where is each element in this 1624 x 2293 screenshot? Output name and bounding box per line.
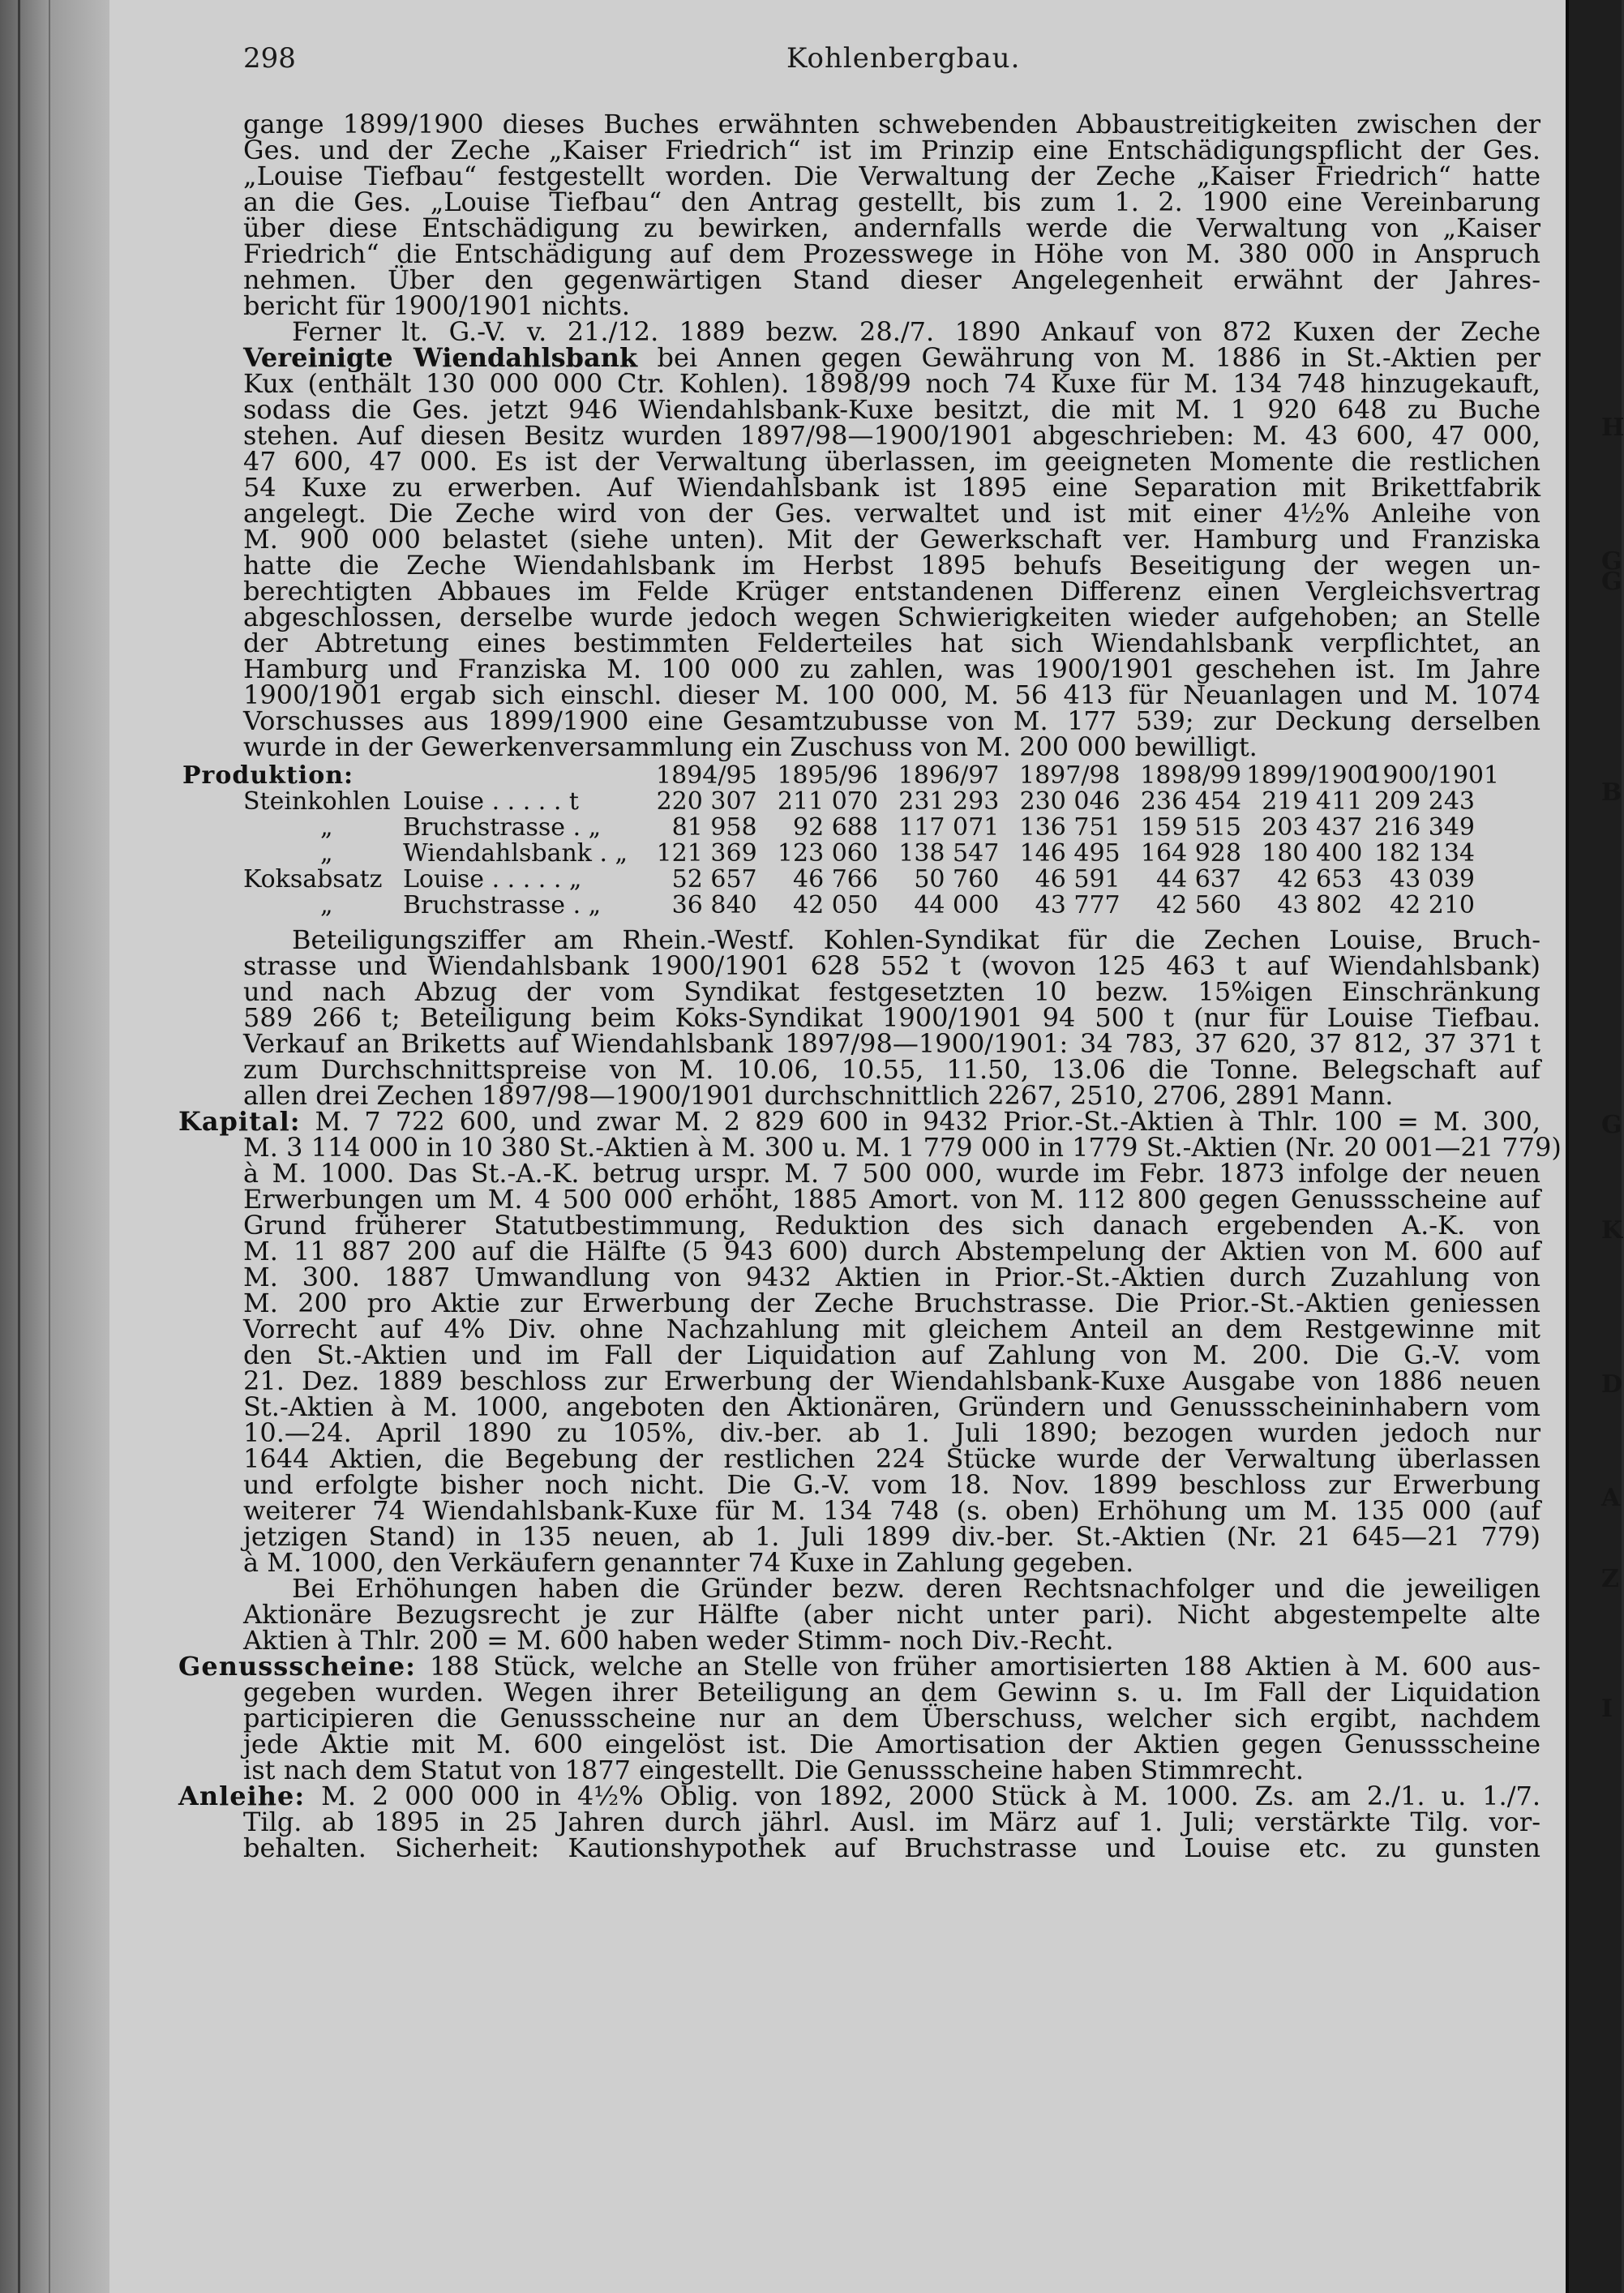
- production-value: 42 560: [1155, 891, 1241, 919]
- text-line: M. 300. 1887 Umwandlung von 9432 Aktien in Prior.-St.-Aktien durch Zuzahlung von: [243, 1262, 1540, 1292]
- text-line: participieren die Genussscheine nur an dem Überschuss, welcher sich ergibt, nachdem: [243, 1703, 1540, 1734]
- adjacent-page-letter: A: [1601, 1484, 1621, 1512]
- production-value: 164 928: [1140, 839, 1241, 868]
- text-line: über diese Entschädigung zu bewirken, andernfalls werde die Verwaltung von „Kaiser: [243, 212, 1540, 243]
- production-group: Koksabsatz: [243, 865, 383, 894]
- text-line: Grund früherer Statutbestimmung, Reduktion des sich danach ergebenden A.-K. von: [243, 1210, 1540, 1241]
- text-line: den St.-Aktien und im Fall der Liquidation auf Zahlung von M. 200. Die G.-V. vom: [243, 1339, 1540, 1370]
- text-line: Aktien à Thlr. 200 = M. 600 haben weder Stimm- noch Div.-Recht.: [243, 1625, 1114, 1656]
- production-value: 44 000: [914, 891, 1000, 919]
- text-line: zum Durchschnittspreise von M. 10.06, 10.55, 11.50, 13.06 die Tonne. Belegschaft auf: [243, 1054, 1540, 1085]
- text-line: Vorrecht auf 4% Div. ohne Nachzahlung mit gleichem Anteil an dem Restgewinne mit: [243, 1314, 1540, 1344]
- text-line: 21. Dez. 1889 beschloss zur Erwerbung der Wiendahlsbank-Kuxe Ausgabe von 1886 neuen: [243, 1365, 1540, 1396]
- text-line: Tilg. ab 1895 in 25 Jahren durch jährl. Ausl. im März auf 1. Juli; verstärkte Tilg. vor-: [243, 1807, 1540, 1837]
- production-value: 46 766: [793, 865, 878, 894]
- text-line: à M. 1000, den Verkäufern genannter 74 Kuxe in Zahlung gegeben.: [243, 1547, 1134, 1578]
- page-header: [243, 42, 1540, 78]
- production-item: Louise . . . . . t: [402, 787, 579, 816]
- production-value: 231 293: [898, 787, 1000, 816]
- page-gutter: [0, 0, 109, 2293]
- production-value: 136 751: [1019, 813, 1121, 842]
- adjacent-page-edge: [1566, 0, 1622, 2293]
- text-line: M. 200 pro Aktie zur Erwerbung der Zeche Bruchstrasse. Die Prior.-St.-Aktien geniessen: [243, 1288, 1540, 1318]
- page-number: 298: [243, 42, 296, 75]
- adjacent-page-letter: G: [1601, 1111, 1622, 1139]
- text-line: weiterer 74 Wiendahlsbank-Kuxe für M. 134 748 (s. oben) Erhöhung um M. 135 000 (auf: [243, 1495, 1540, 1526]
- adjacent-page-letter: H: [1601, 414, 1624, 442]
- text-line: an die Ges. „Louise Tiefbau“ den Antrag gestellt, bis zum 1. 2. 1900 eine Vereinbarung: [243, 186, 1540, 217]
- text-line: allen drei Zechen 1897/98—1900/1901 durchschnittlich 2267, 2510, 2706, 2891 Mann.: [243, 1080, 1394, 1111]
- adjacent-page-letter: G: [1601, 547, 1622, 576]
- text-line: 1900/1901 ergab sich einschl. dieser M. 100 000, M. 56 413 für Neuanlagen und M. 1074: [243, 679, 1540, 710]
- text-line: Beteiligungsziffer am Rhein.-Westf. Kohlen-Syndikat für die Zechen Louise, Bruch-: [292, 924, 1540, 955]
- section-label: Genussscheine:: [178, 1651, 416, 1682]
- adjacent-page-letter: K: [1601, 1216, 1623, 1245]
- text-line: bericht für 1900/1901 nichts.: [243, 290, 631, 321]
- bold-heading: Vereinigte Wiendahlsbank: [243, 342, 638, 373]
- text-line: Verkauf an Briketts auf Wiendahlsbank 1897/98—1900/1901: 34 783, 37 620, 37 812, 37 371 t: [243, 1028, 1540, 1059]
- production-label: Produktion:: [182, 761, 354, 790]
- production-value: 43 777: [1035, 891, 1121, 919]
- gutter-shadow-line: [49, 0, 50, 2293]
- production-value: 159 515: [1140, 813, 1241, 842]
- text-line: St.-Aktien à M. 1000, angeboten den Aktionären, Gründern und Genussscheininhabern vom: [243, 1391, 1540, 1422]
- production-row: [182, 841, 1480, 867]
- production-year-header: 1894/95: [656, 761, 757, 790]
- text-line: 1644 Aktien, die Begebung der restlichen 224 Stücke wurde der Verwaltung überlassen: [243, 1443, 1540, 1474]
- text-line: ist nach dem Statut von 1877 eingestellt. Die Genussscheine haben Stimmrecht.: [243, 1755, 1304, 1785]
- section-label: Anleihe:: [178, 1781, 306, 1811]
- production-value: 117 071: [898, 813, 1000, 842]
- production-row: [182, 815, 1480, 841]
- production-value: 220 307: [656, 787, 757, 816]
- production-value: 236 454: [1140, 787, 1241, 816]
- text-line: 10.—24. April 1890 zu 105%, div.-ber. ab 1. Juli 1890; bezogen wurden jedoch nur: [243, 1417, 1540, 1448]
- production-value: 44 637: [1155, 865, 1241, 894]
- text-line: Vorschusses aus 1899/1900 eine Gesamtzubusse von M. 177 539; zur Deckung derselben: [243, 705, 1540, 736]
- production-row: [182, 789, 1480, 815]
- production-group: „: [320, 839, 333, 868]
- text-line: [178, 1106, 1541, 1137]
- text-line: und nach Abzug der vom Syndikat festgesetzten 10 bezw. 15%igen Einschränkung: [243, 976, 1540, 1007]
- text-line: der Abtretung eines bestimmten Felderteiles hat sich Wiendahlsbank verpflichtet, an: [243, 628, 1540, 658]
- production-section: [182, 761, 1540, 919]
- production-header-row: [182, 763, 1480, 789]
- text-line: gegeben wurden. Wegen ihrer Beteiligung an dem Gewinn s. u. Im Fall der Liquidation: [243, 1677, 1540, 1708]
- text-line: Hamburg und Franziska M. 100 000 zu zahlen, was 1900/1901 geschehen ist. Im Jahre: [243, 654, 1540, 684]
- text-line: jede Aktie mit M. 600 eingelöst ist. Die Amortisation der Aktien gegen Genussscheine: [243, 1729, 1540, 1759]
- production-year-header: 1896/97: [898, 761, 1000, 790]
- text-line: angelegt. Die Zeche wird von der Ges. verwaltet und ist mit einer 4½% Anleihe von: [243, 498, 1540, 529]
- production-value: 81 958: [671, 813, 757, 842]
- text-line: à M. 1000. Das St.-A.-K. betrug urspr. M. 7 500 000, wurde im Febr. 1873 infolge der neuen: [243, 1158, 1540, 1189]
- adjacent-page-letter: G: [1601, 568, 1622, 596]
- running-title: Kohlenbergbau.: [786, 42, 1021, 75]
- text-line: nehmen. Über den gegenwärtigen Stand dieser Angelegenheit erwähnt der Jahres-: [243, 264, 1540, 295]
- adjacent-page-letter: Z: [1601, 1565, 1619, 1593]
- production-value: 42 050: [793, 891, 878, 919]
- production-year-header: 1897/98: [1019, 761, 1121, 790]
- production-group: „: [320, 813, 333, 842]
- text-line: [178, 1783, 1540, 1809]
- production-value: 230 046: [1019, 787, 1121, 816]
- production-group: Steinkohlen: [243, 787, 391, 816]
- text-line: gange 1899/1900 dieses Buches erwähnten schwebenden Abbaustreitigkeiten zwischen der: [243, 109, 1540, 139]
- production-value: 182 134: [1373, 839, 1475, 868]
- text-line: strasse und Wiendahlsbank 1900/1901 628 552 t (wovon 125 463 t auf Wiendahlsbank): [243, 950, 1540, 981]
- text-line: wurde in der Gewerkenversammlung ein Zuschuss von M. 200 000 bewilligt.: [243, 731, 1258, 762]
- production-value: 219 411: [1262, 787, 1363, 816]
- text-line: Aktionäre Bezugsrecht je zur Hälfte (aber nicht unter pari). Nicht abgestempelte alte: [243, 1599, 1540, 1630]
- production-value: 203 437: [1262, 813, 1363, 842]
- production-value: 209 243: [1373, 787, 1475, 816]
- section-label: Kapital:: [178, 1106, 301, 1137]
- production-item: Bruchstrasse . „: [402, 813, 602, 842]
- production-year-header: 1899/1900: [1245, 761, 1378, 790]
- production-group: „: [320, 891, 333, 919]
- production-year-header: 1895/96: [777, 761, 878, 790]
- text-line: M. 3 114 000 in 10 380 St.-Aktien à M. 300 u. M. 1 779 000 in 1779 St.-Aktien (Nr. 20 001—21 779): [243, 1132, 1562, 1163]
- text-line: M. 11 887 200 auf die Hälfte (5 943 600) durch Abstempelung der Aktien von M. 600 auf: [243, 1236, 1540, 1267]
- production-value: 123 060: [777, 839, 878, 868]
- production-value: 211 070: [777, 787, 878, 816]
- text-line: abgeschlossen, derselbe wurde jedoch wegen Schwierigkeiten wieder aufgehoben; an Stelle: [243, 602, 1540, 632]
- text-line: 47 600, 47 000. Es ist der Verwaltung überlassen, im geeigneten Momente die restlichen: [243, 446, 1540, 477]
- production-value: 146 495: [1019, 839, 1121, 868]
- adjacent-page-letter: D: [1601, 1370, 1623, 1399]
- adjacent-page-letter: B: [1601, 778, 1622, 807]
- production-year-header: 1898/99: [1140, 761, 1241, 790]
- production-value: 43 802: [1277, 891, 1363, 919]
- production-value: 216 349: [1373, 813, 1475, 842]
- text-line: Kux (enthält 130 000 000 Ctr. Kohlen). 1898/99 noch 74 Kuxe für M. 134 748 hinzugekauft,: [243, 368, 1540, 399]
- production-value: 50 760: [914, 865, 1000, 894]
- text-line: [178, 1651, 1541, 1682]
- gutter-shadow-line: [18, 0, 20, 2293]
- production-row: [182, 867, 1480, 893]
- production-value: 121 369: [656, 839, 757, 868]
- text-line-content: M. 7 722 600, und zwar M. 2 829 600 in 9432 Prior.-St.-Aktien à Thlr. 100 = M. 300,: [315, 1106, 1541, 1137]
- text-line: jetzigen Stand) in 135 neuen, ab 1. Juli 1899 div.-ber. St.-Aktien (Nr. 21 645—21 779): [243, 1521, 1540, 1552]
- production-table: [182, 761, 1500, 919]
- text-line: Ferner lt. G.-V. v. 21./12. 1889 bezw. 28./7. 1890 Ankauf von 872 Kuxen der Zeche: [292, 316, 1540, 347]
- text-line: Bei Erhöhungen haben die Gründer bezw. deren Rechtsnachfolger und die jeweiligen: [292, 1573, 1540, 1604]
- production-item: Bruchstrasse . „: [402, 891, 602, 919]
- production-value: 180 400: [1262, 839, 1363, 868]
- text-line: behalten. Sicherheit: Kautionshypothek auf Bruchstrasse und Louise etc. zu gunsten: [243, 1832, 1540, 1863]
- production-value: 138 547: [898, 839, 1000, 868]
- production-year-header: 1900/1901: [1367, 761, 1500, 790]
- production-value: 43 039: [1390, 865, 1475, 894]
- production-value: 42 210: [1390, 891, 1475, 919]
- text-line: M. 900 000 belastet (siehe unten). Mit der Gewerkschaft ver. Hamburg und Franziska: [243, 524, 1540, 555]
- text-line-content: M. 2 000 000 in 4½% Oblig. von 1892, 2000 Stück à M. 1000. Zs. am 2./1. u. 1./7.: [321, 1781, 1541, 1811]
- adjacent-page-letter: I: [1601, 1695, 1613, 1723]
- production-value: 52 657: [671, 865, 757, 894]
- text-line: stehen. Auf diesen Besitz wurden 1897/98—1900/1901 abgeschrieben: M. 43 600, 47 000,: [243, 420, 1540, 451]
- page-body: [178, 109, 1562, 1863]
- text-line: 589 266 t; Beteiligung beim Koks-Syndikat 1900/1901 94 500 t (nur für Louise Tiefbau.: [243, 1002, 1540, 1033]
- text-line: hatte die Zeche Wiendahlsbank im Herbst 1895 behufs Beseitigung der wegen un-: [243, 550, 1540, 581]
- text-line: „Louise Tiefbau“ festgestellt worden. Die Verwaltung der Zeche „Kaiser Friedrich“ hatte: [243, 161, 1540, 191]
- text-line: sodass die Ges. jetzt 946 Wiendahlsbank-Kuxe besitzt, die mit M. 1 920 648 zu Buche: [243, 394, 1540, 425]
- text-line: und erfolgte bisher noch nicht. Die G.-V. vom 18. Nov. 1899 beschloss zur Erwerbung: [243, 1469, 1540, 1500]
- production-item: Wiendahlsbank . „: [402, 839, 628, 868]
- text-line: Friedrich“ die Entschädigung auf dem Prozesswege in Höhe von M. 380 000 in Anspruch: [243, 238, 1540, 269]
- text-line: Ges. und der Zeche „Kaiser Friedrich“ ist im Prinzip eine Entschädigungspflicht der Ges.: [243, 135, 1540, 165]
- production-value: 42 653: [1277, 865, 1363, 894]
- text-line-content: 188 Stück, welche an Stelle von früher amortisierten 188 Aktien à M. 600 aus-: [430, 1651, 1541, 1682]
- text-line: Erwerbungen um M. 4 500 000 erhöht, 1885 Amort. von M. 112 800 gegen Genussscheine auf: [243, 1184, 1540, 1215]
- production-item: Louise . . . . . „: [402, 865, 582, 894]
- production-row: [182, 893, 1480, 919]
- production-value: 36 840: [671, 891, 757, 919]
- text-line: berechtigten Abbaues im Felde Krüger entstandenen Differenz einen Vergleichsvertrag: [243, 576, 1540, 606]
- production-value: 46 591: [1035, 865, 1121, 894]
- text-line: 54 Kuxe zu erwerben. Auf Wiendahlsbank ist 1895 eine Separation mit Brikettfabrik: [243, 472, 1540, 503]
- text-line: [243, 342, 1541, 373]
- text-line-content: Vereinigte Wiendahlsbank bei Annen gegen Gewährung von M. 1886 in St.-Aktien per: [243, 342, 1541, 373]
- production-value: 92 688: [793, 813, 878, 842]
